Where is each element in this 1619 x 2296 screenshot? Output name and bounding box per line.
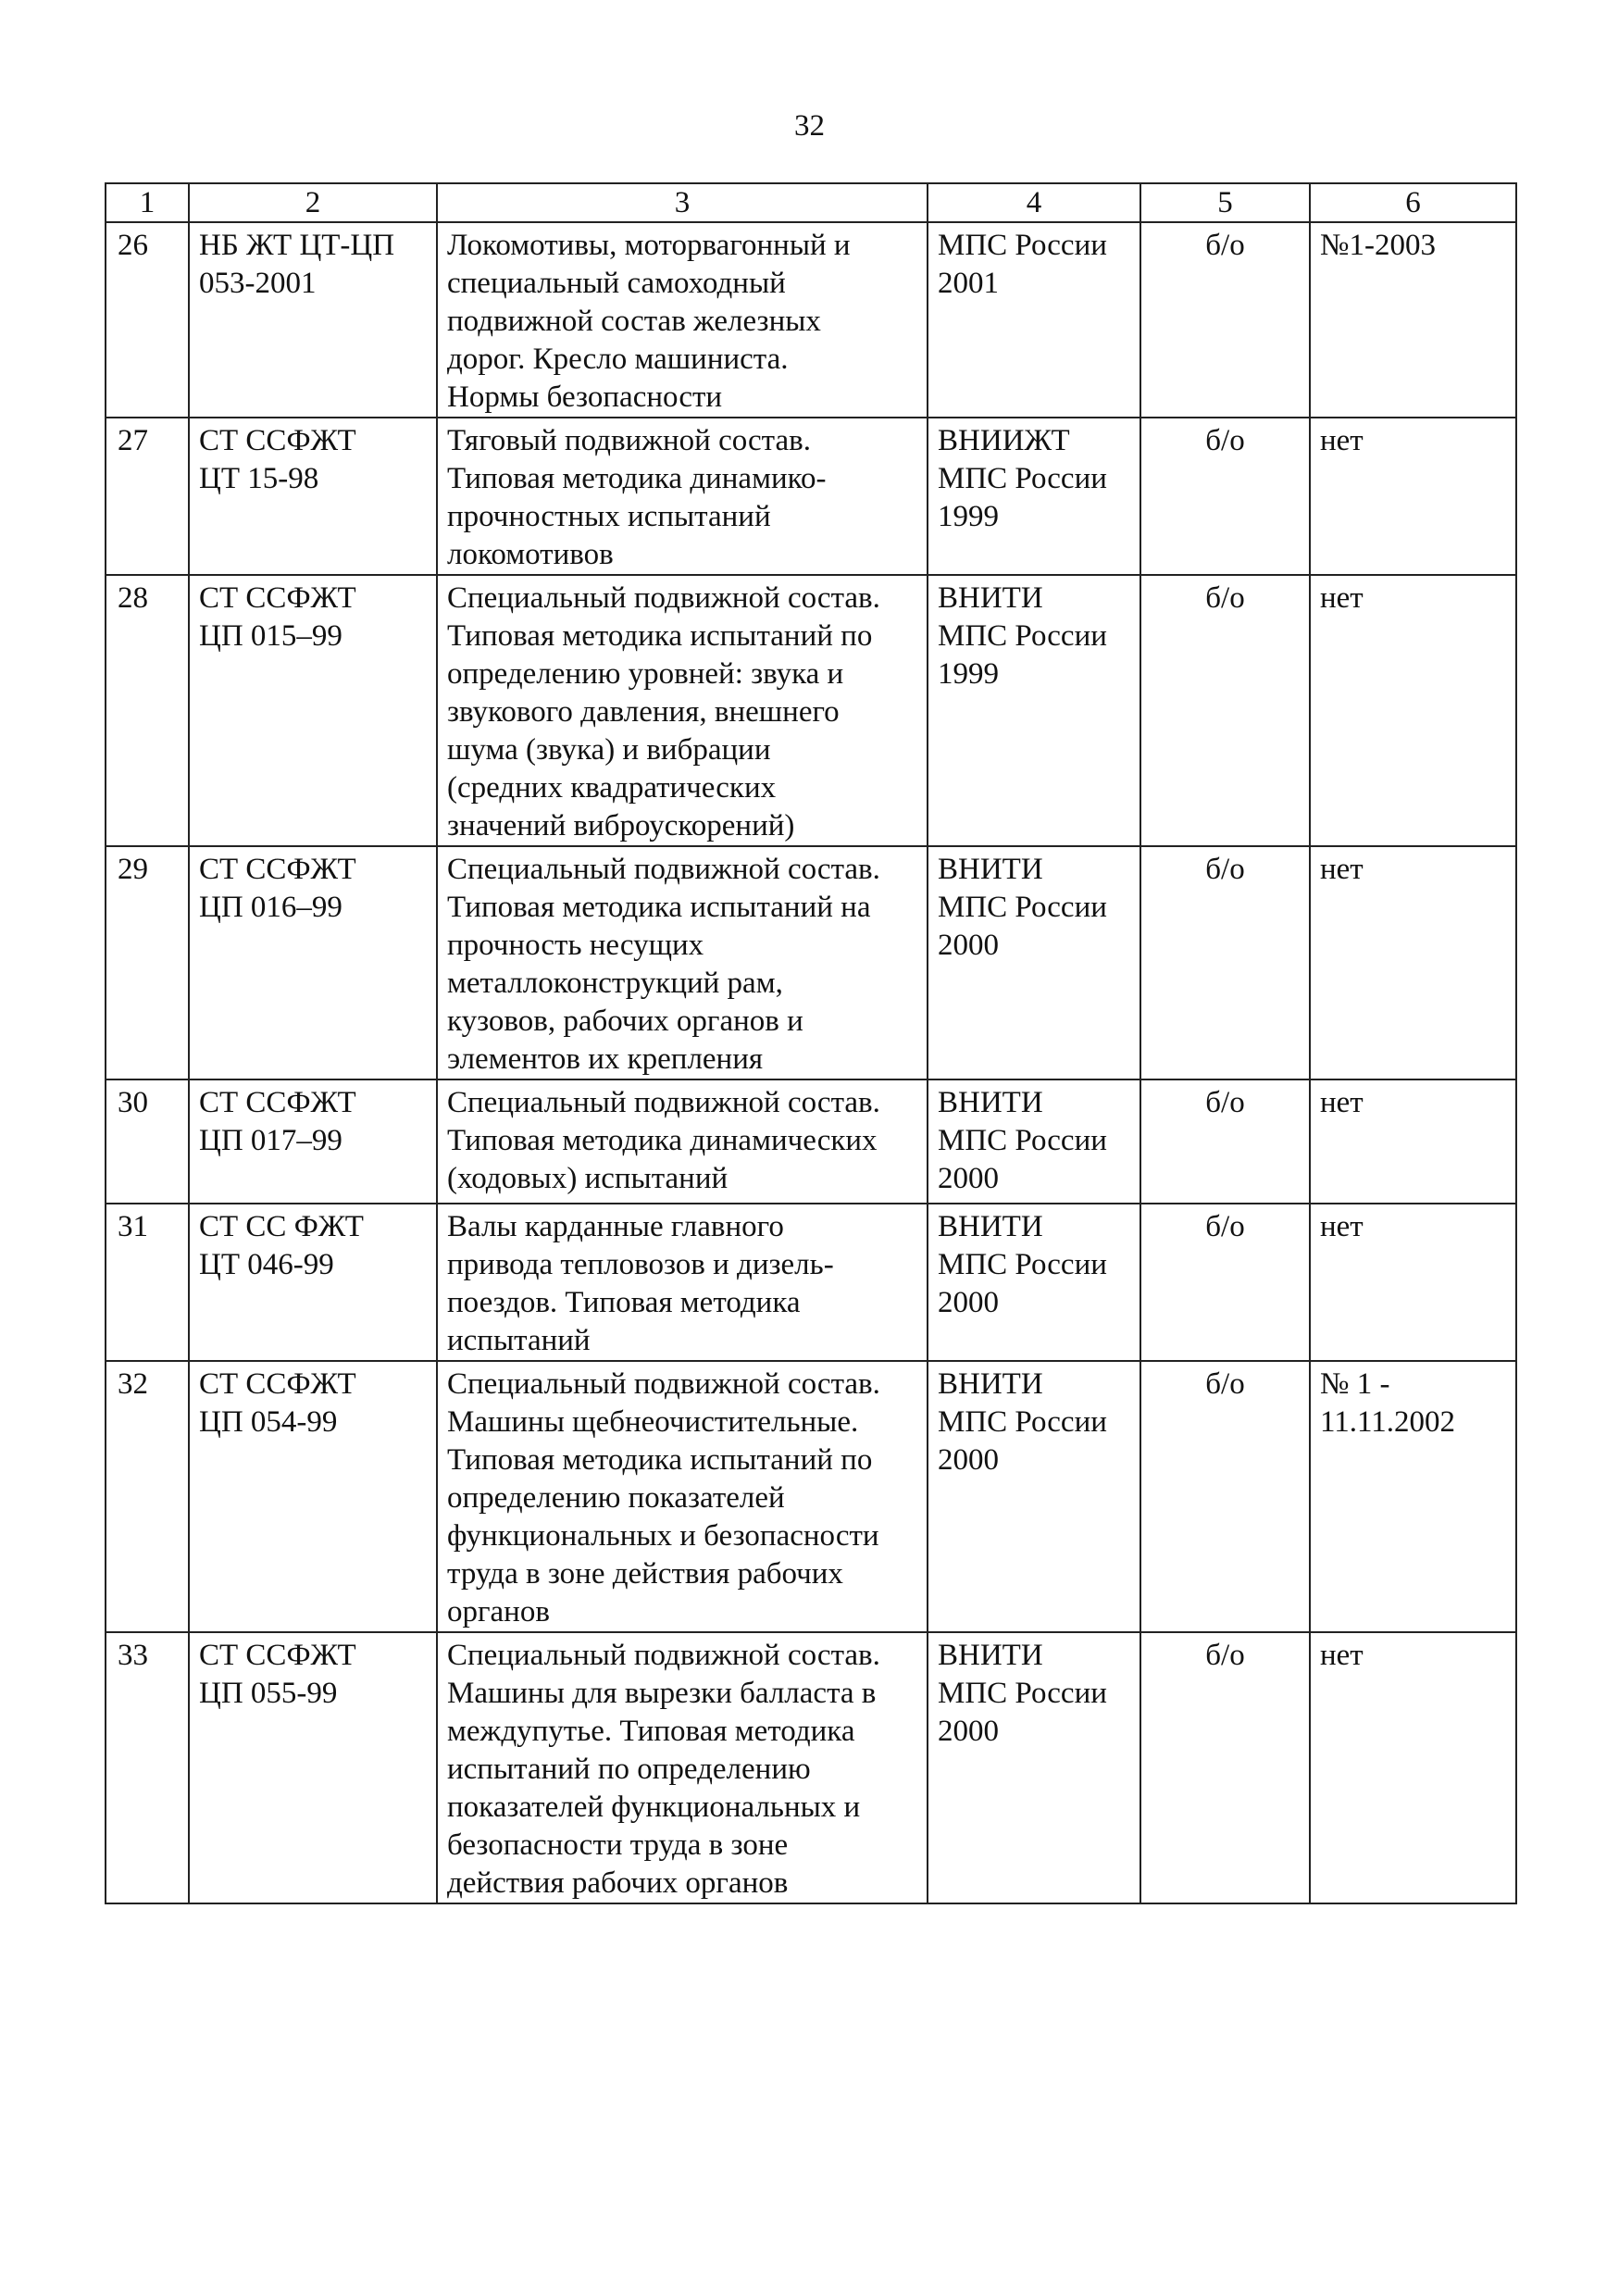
cell-line: ЦП 055-99 (199, 1677, 338, 1710)
table-row (106, 1361, 1516, 1632)
cell-line: металлоконструкций рам, (447, 967, 783, 1000)
table-header-row (106, 183, 1516, 222)
cell-line: звукового давления, внешнего (447, 695, 840, 729)
cell-line: МПС России (938, 229, 1107, 262)
cell-number: 26 (106, 222, 189, 418)
cell-line: функциональных и безопасности (447, 1519, 879, 1553)
cell-line: нет (1320, 424, 1364, 457)
cell-number: 27 (106, 418, 189, 575)
cell-line: нет (1320, 1210, 1364, 1243)
cell-line: Машины щебнеочистительные. (447, 1405, 859, 1439)
cell-organization (928, 1079, 1140, 1204)
cell-line: ВНИТИ (938, 1210, 1043, 1243)
cell-line: Машины для вырезки балласта в (447, 1677, 877, 1710)
cell-line: подвижной состав железных (447, 305, 821, 338)
cell-line: ЦП 054-99 (199, 1405, 338, 1439)
cell-line: привода тепловозов и дизель- (447, 1248, 834, 1281)
cell-line: ЦТ 046-99 (199, 1248, 334, 1281)
cell-line: Специальный подвижной состав. (447, 853, 880, 886)
cell-line: НБ ЖТ ЦТ-ЦП (199, 229, 395, 262)
cell-line: испытаний (447, 1324, 591, 1357)
table-row (106, 846, 1516, 1079)
cell-line: Валы карданные главного (447, 1210, 784, 1243)
column-header: 5 (1140, 183, 1310, 222)
cell-changes (1310, 1079, 1516, 1204)
cell-line: локомотивов (447, 538, 614, 571)
cell-changes (1310, 418, 1516, 575)
cell-line: ВНИТИ (938, 581, 1043, 615)
cell-number: 32 (106, 1361, 189, 1632)
cell-line: элементов их крепления (447, 1042, 764, 1076)
cell-organization (928, 846, 1140, 1079)
cell-line: ВНИТИ (938, 1639, 1043, 1672)
cell-line: определению показателей (447, 1481, 785, 1515)
cell-line: Типовая методика динамических (447, 1124, 878, 1157)
cell-line: Локомотивы, моторвагонный и (447, 229, 851, 262)
cell-line: 053-2001 (199, 267, 317, 300)
cell-organization (928, 418, 1140, 575)
cell-organization (928, 1204, 1140, 1361)
cell-changes (1310, 575, 1516, 846)
cell-line: специальный самоходный (447, 267, 786, 300)
cell-changes (1310, 1361, 1516, 1632)
cell-organization (928, 1632, 1140, 1903)
cell-line: МПС России (938, 891, 1107, 924)
cell-line: Типовая методика испытаний по (447, 1443, 873, 1477)
cell-line: Нормы безопасности (447, 381, 723, 414)
cell-line: Специальный подвижной состав. (447, 581, 880, 615)
cell-price: б/о (1140, 575, 1310, 846)
cell-line: МПС России (938, 1677, 1107, 1710)
cell-number: 30 (106, 1079, 189, 1204)
cell-changes (1310, 222, 1516, 418)
cell-line: (средних квадратических (447, 771, 777, 805)
cell-line: Специальный подвижной состав. (447, 1086, 880, 1119)
cell-document-code (189, 575, 437, 846)
cell-line: нет (1320, 581, 1364, 615)
cell-document-code (189, 1079, 437, 1204)
cell-document-code (189, 1632, 437, 1903)
cell-line: прочностных испытаний (447, 500, 771, 533)
column-header: 4 (928, 183, 1140, 222)
cell-line: 2000 (938, 929, 999, 962)
cell-line: действия рабочих органов (447, 1866, 789, 1900)
cell-line: №1-2003 (1320, 229, 1436, 262)
table-row (106, 1079, 1516, 1204)
cell-line: МПС России (938, 619, 1107, 653)
cell-line: показателей функциональных и (447, 1791, 861, 1824)
cell-line: МПС России (938, 1405, 1107, 1439)
cell-line: МПС России (938, 1248, 1107, 1281)
cell-line: кузовов, рабочих органов и (447, 1004, 803, 1038)
cell-line: Специальный подвижной состав. (447, 1639, 880, 1672)
cell-line: 2000 (938, 1162, 999, 1195)
cell-line: 2000 (938, 1286, 999, 1319)
cell-line: ЦП 016–99 (199, 891, 342, 924)
cell-document-title (437, 222, 928, 418)
cell-document-title (437, 846, 928, 1079)
cell-organization (928, 575, 1140, 846)
cell-changes (1310, 1204, 1516, 1361)
cell-document-title (437, 1361, 928, 1632)
cell-line: (ходовых) испытаний (447, 1162, 729, 1195)
cell-line: испытаний по определению (447, 1753, 811, 1786)
cell-document-title (437, 575, 928, 846)
cell-line: МПС России (938, 462, 1107, 495)
cell-line: междупутье. Типовая методика (447, 1715, 855, 1748)
column-header: 6 (1310, 183, 1516, 222)
table-row (106, 575, 1516, 846)
cell-line: СТ СС ФЖТ (199, 1210, 364, 1243)
cell-line: СТ ССФЖТ (199, 424, 356, 457)
standards-table (105, 182, 1517, 1904)
cell-document-code (189, 1204, 437, 1361)
cell-line: определению уровней: звука и (447, 657, 844, 691)
cell-line: труда в зоне действия рабочих (447, 1557, 843, 1591)
cell-line: 2000 (938, 1443, 999, 1477)
cell-document-title (437, 1632, 928, 1903)
cell-price: б/о (1140, 1079, 1310, 1204)
cell-line: ЦТ 15-98 (199, 462, 319, 495)
cell-line: Специальный подвижной состав. (447, 1367, 880, 1401)
cell-line: 2000 (938, 1715, 999, 1748)
cell-line: 1999 (938, 657, 999, 691)
column-header: 2 (189, 183, 437, 222)
cell-line: шума (звука) и вибрации (447, 733, 771, 767)
column-header: 3 (437, 183, 928, 222)
cell-line: ВНИТИ (938, 1367, 1043, 1401)
table-row (106, 1204, 1516, 1361)
cell-line: СТ ССФЖТ (199, 1086, 356, 1119)
cell-document-code (189, 846, 437, 1079)
page-number: 32 (794, 109, 825, 143)
cell-line: нет (1320, 1639, 1364, 1672)
cell-line: нет (1320, 1086, 1364, 1119)
cell-line: 2001 (938, 267, 999, 300)
cell-price: б/о (1140, 222, 1310, 418)
cell-line: 1999 (938, 500, 999, 533)
cell-line: ВНИТИ (938, 1086, 1043, 1119)
cell-document-title (437, 1079, 928, 1204)
cell-changes (1310, 846, 1516, 1079)
cell-line: СТ ССФЖТ (199, 581, 356, 615)
cell-number: 28 (106, 575, 189, 846)
cell-number: 31 (106, 1204, 189, 1361)
cell-line: Типовая методика испытаний по (447, 619, 873, 653)
cell-line: органов (447, 1595, 550, 1628)
cell-line: дорог. Кресло машиниста. (447, 343, 789, 376)
cell-line: ЦП 015–99 (199, 619, 342, 653)
cell-document-code (189, 1361, 437, 1632)
cell-number: 29 (106, 846, 189, 1079)
cell-line: ЦП 017–99 (199, 1124, 342, 1157)
cell-price: б/о (1140, 1361, 1310, 1632)
cell-line: ВНИТИ (938, 853, 1043, 886)
cell-price: б/о (1140, 418, 1310, 575)
cell-line: ВНИИЖТ (938, 424, 1070, 457)
cell-line: значений виброускорений) (447, 809, 795, 842)
cell-line: Типовая методика динамико- (447, 462, 827, 495)
cell-price: б/о (1140, 846, 1310, 1079)
table-row (106, 1632, 1516, 1903)
cell-line: СТ ССФЖТ (199, 853, 356, 886)
cell-document-title (437, 1204, 928, 1361)
cell-document-title (437, 418, 928, 575)
cell-line: МПС России (938, 1124, 1107, 1157)
cell-price: б/о (1140, 1204, 1310, 1361)
cell-line: 11.11.2002 (1320, 1405, 1456, 1439)
cell-document-code (189, 222, 437, 418)
cell-line: СТ ССФЖТ (199, 1367, 356, 1401)
cell-organization (928, 1361, 1140, 1632)
cell-line: нет (1320, 853, 1364, 886)
cell-changes (1310, 1632, 1516, 1903)
cell-line: Тяговый подвижной состав. (447, 424, 811, 457)
cell-line: СТ ССФЖТ (199, 1639, 356, 1672)
cell-number: 33 (106, 1632, 189, 1903)
table-body (106, 222, 1516, 1903)
table-row (106, 418, 1516, 575)
cell-document-code (189, 418, 437, 575)
cell-line: прочность несущих (447, 929, 704, 962)
table-row (106, 222, 1516, 418)
cell-line: безопасности труда в зоне (447, 1828, 789, 1862)
column-header: 1 (106, 183, 189, 222)
cell-price: б/о (1140, 1632, 1310, 1903)
cell-line: Типовая методика испытаний на (447, 891, 871, 924)
cell-line: № 1 - (1320, 1367, 1390, 1401)
cell-line: поездов. Типовая методика (447, 1286, 801, 1319)
cell-organization (928, 222, 1140, 418)
